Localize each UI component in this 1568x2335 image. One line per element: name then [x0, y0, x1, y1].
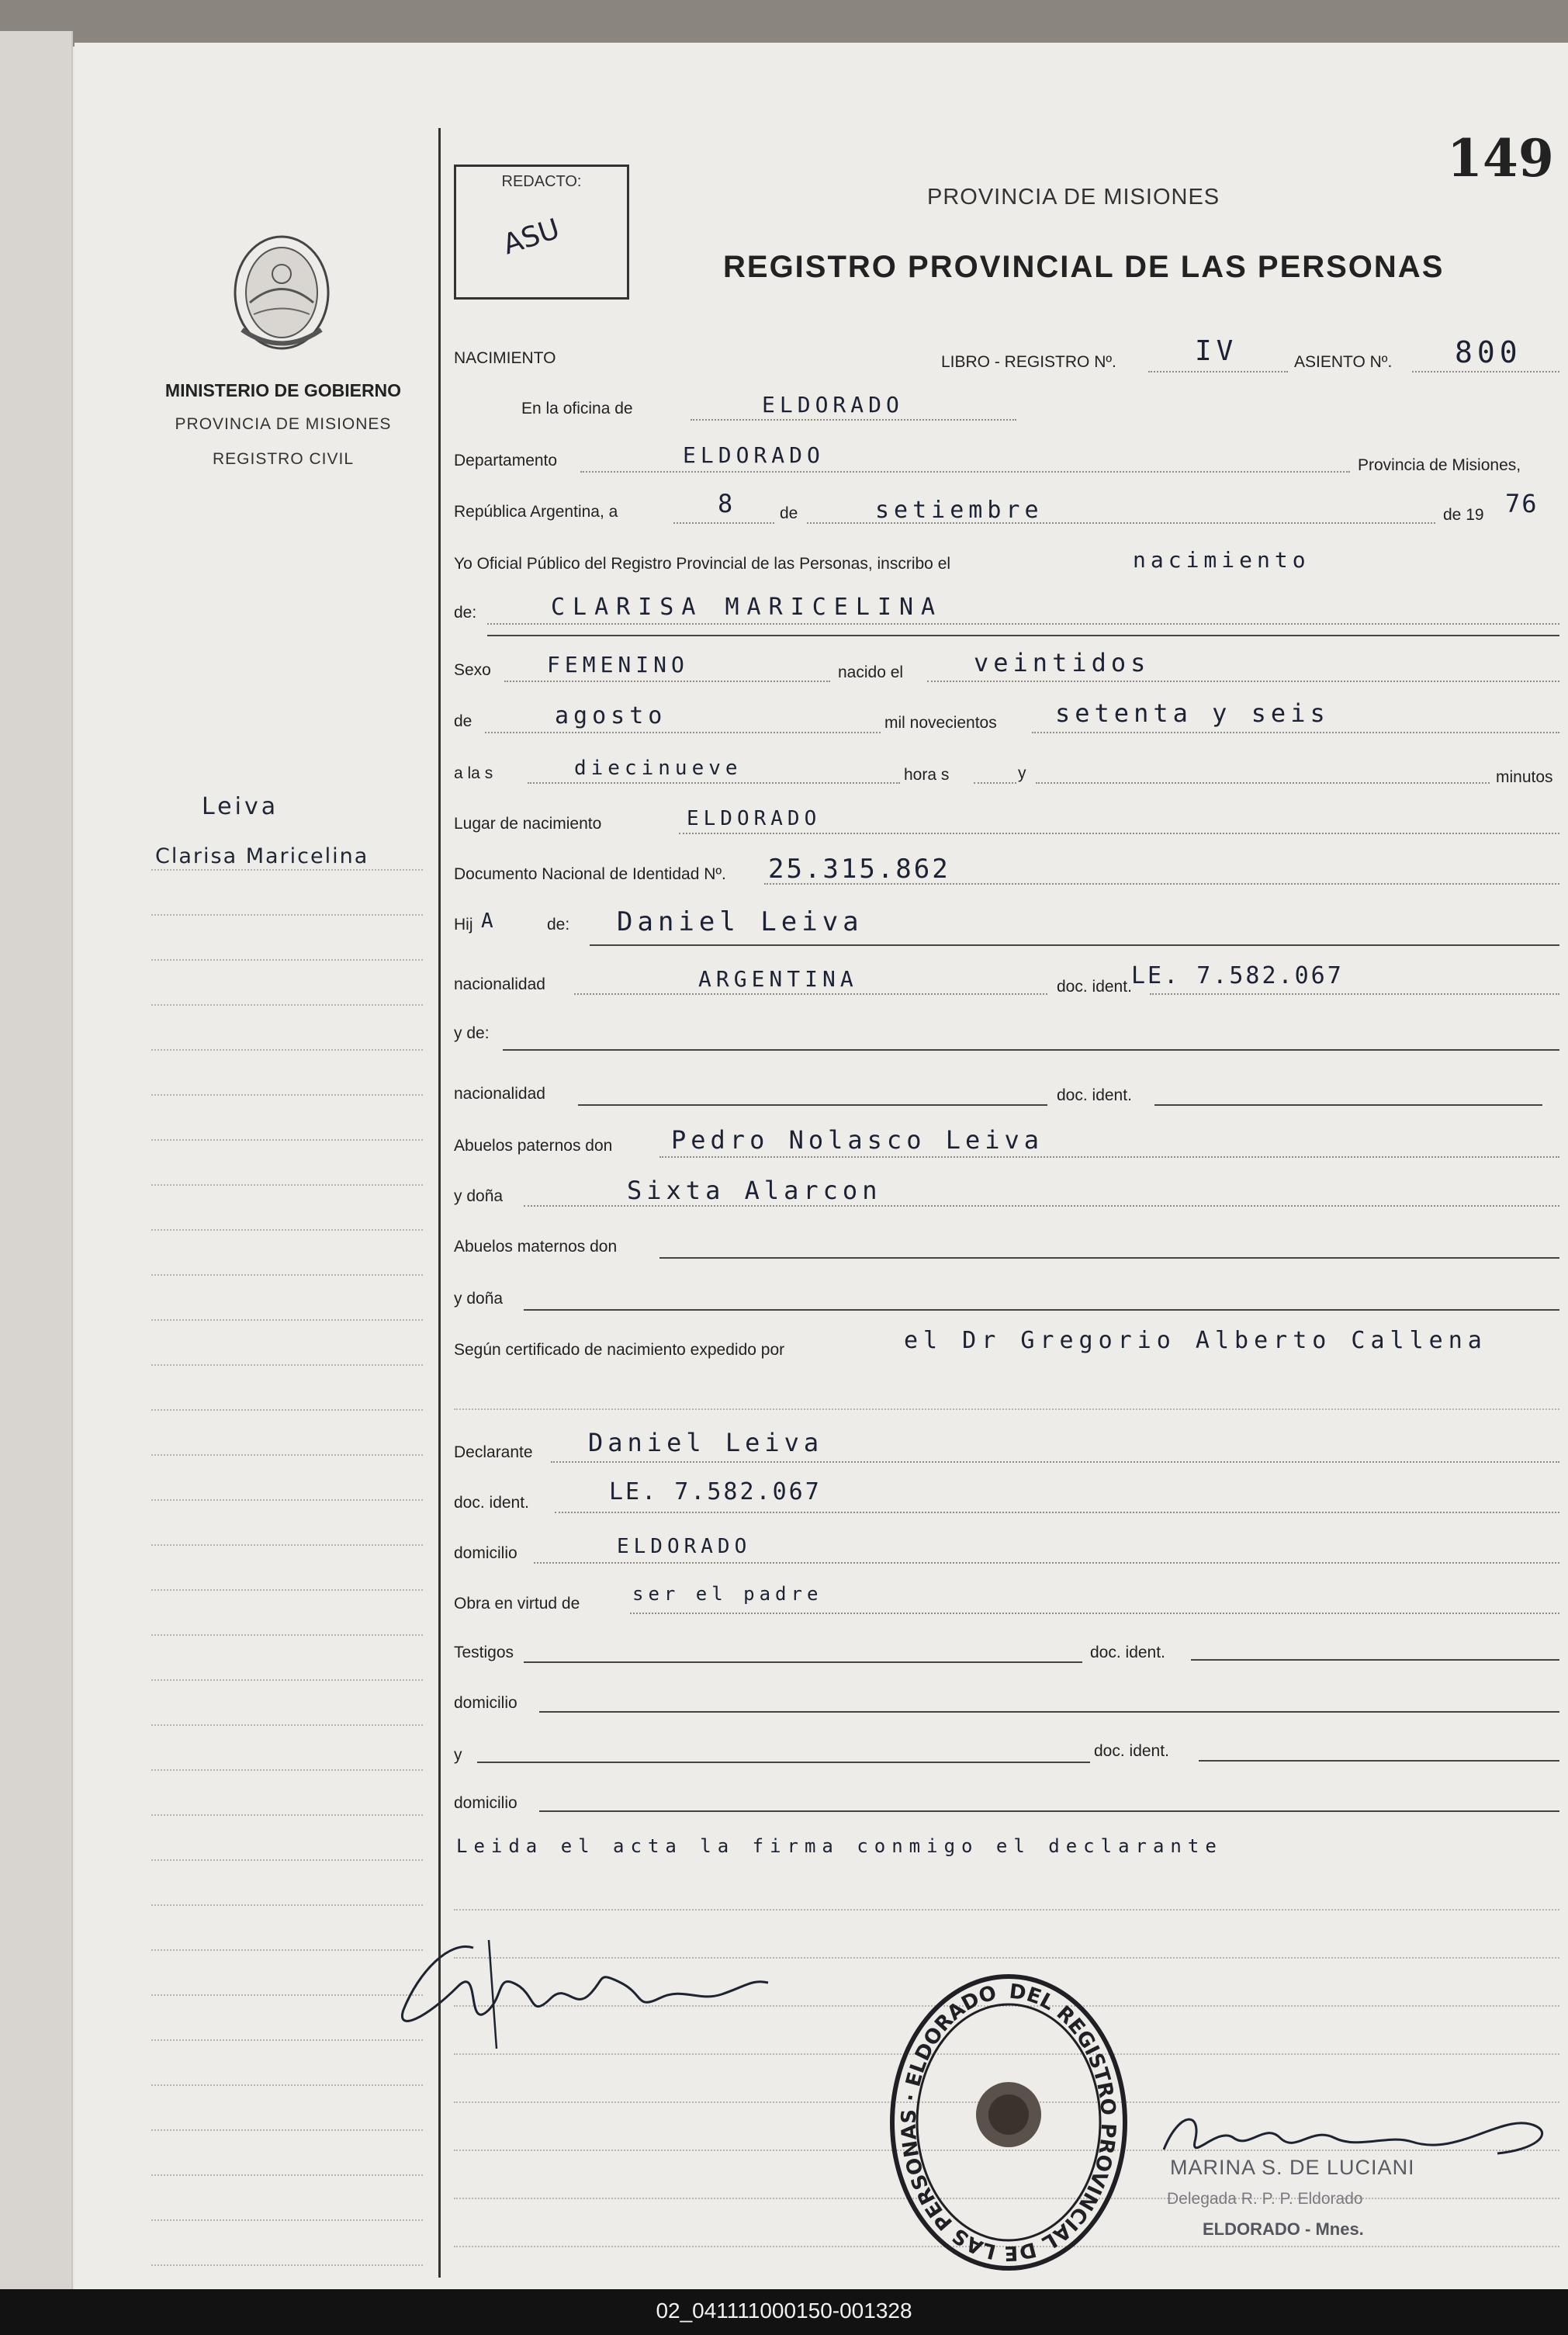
horas-line — [974, 782, 1016, 784]
domicilio2-label: domicilio — [454, 1694, 517, 1712]
de-label: de — [780, 504, 798, 522]
ministry-civil-registry: REGISTRO CIVIL — [212, 450, 355, 468]
nac-label: nacionalidad — [454, 975, 545, 993]
abpat-label: Abuelos paternos don — [454, 1137, 613, 1155]
delegate-role: Delegada R. P. P. Eldorado — [1167, 2190, 1363, 2208]
lugar-value: ELDORADO — [687, 807, 822, 830]
margin-ruled-line — [151, 1634, 423, 1636]
libro-label: LIBRO - REGISTRO Nº. — [941, 353, 1116, 371]
delegate-name: MARINA S. DE LUCIANI — [1170, 2156, 1415, 2179]
abpat-value: Pedro Nolasco Leiva — [671, 1125, 1044, 1155]
oficina-label: En la oficina de — [521, 400, 633, 417]
departamento-line — [580, 471, 1350, 473]
alas-value: diecinueve — [574, 757, 742, 780]
delegate-location: ELDORADO - Mnes. — [1203, 2219, 1364, 2239]
abpat-line — [659, 1156, 1559, 1158]
segun-extra-line — [454, 1408, 1559, 1410]
margin-ruled-line — [151, 1544, 423, 1546]
segun-label: Según certificado de nacimiento expedido por — [454, 1341, 785, 1359]
redacto-label: REDACTO: — [501, 173, 582, 190]
sexo-line — [504, 681, 830, 682]
day-value: 8 — [718, 489, 738, 518]
body-ruled-line — [454, 1909, 1559, 1911]
declarante-value: Daniel Leiva — [588, 1428, 824, 1457]
margin-ruled-line — [151, 1049, 423, 1051]
margin-ruled-line — [151, 869, 423, 871]
margin-ruled-line — [151, 1859, 423, 1861]
binding-strip — [0, 31, 73, 2289]
y-label: y — [1018, 764, 1026, 782]
testigos-label: Testigos — [454, 1644, 514, 1661]
nacimiento-label: NACIMIENTO — [454, 349, 556, 367]
madre-line — [503, 1049, 1559, 1051]
declarante-line — [551, 1461, 1559, 1463]
mil-label: mil novecientos — [884, 714, 997, 732]
y2-label: y — [454, 1746, 462, 1764]
image-identifier: 02_041111000150-001328 — [656, 2299, 912, 2323]
nacido-value: veintidos — [974, 648, 1151, 677]
ministry-name: MINISTERIO DE GOBIERNO — [164, 380, 402, 400]
docident3-line — [555, 1512, 1559, 1513]
docident2-line — [1154, 1104, 1542, 1106]
nacido-line — [927, 681, 1559, 682]
margin-ruled-line — [151, 1409, 423, 1411]
docident4-line — [1191, 1659, 1559, 1661]
year-label: de 19 — [1443, 506, 1484, 524]
margin-ruled-line — [151, 1769, 423, 1771]
obra-label: Obra en virtud de — [454, 1595, 580, 1613]
nac2-line — [578, 1104, 1047, 1106]
ydona-value: Sixta Alarcon — [627, 1176, 882, 1205]
page-number: 149 — [1447, 128, 1554, 189]
day-line — [673, 522, 774, 524]
margin-ruled-line — [151, 914, 423, 916]
padre-line — [590, 944, 1559, 946]
margin-ruled-line — [151, 2129, 423, 2131]
docident5-label: doc. ident. — [1094, 1742, 1169, 1760]
segun-value: el Dr Gregorio Alberto Callena — [904, 1327, 1487, 1354]
asiento-line — [1412, 371, 1559, 372]
margin-ruled-line — [151, 2084, 423, 2086]
margin-ruled-line — [151, 1994, 423, 1996]
ydona2-label: y doña — [454, 1290, 504, 1308]
ydona-label: y doña — [454, 1187, 504, 1205]
hij-value: A — [481, 909, 498, 933]
delegate-stamp — [1133, 2095, 1567, 2250]
name-line-solid — [487, 635, 1559, 636]
official-seal — [884, 1967, 1133, 2278]
horas-label: hora s — [904, 766, 950, 784]
y2-line — [477, 1762, 1090, 1763]
margin-surname: Leiva — [202, 793, 279, 820]
minutos-line — [1036, 782, 1490, 784]
minutos-label: minutos — [1496, 768, 1553, 786]
sexo-value: FEMENINO — [547, 652, 689, 677]
lugar-label: Lugar de nacimiento — [454, 815, 602, 833]
nac-value: ARGENTINA — [698, 966, 858, 992]
margin-ruled-line — [151, 1004, 423, 1006]
libro-line — [1148, 371, 1288, 372]
domicilio3-line — [539, 1810, 1559, 1812]
domicilio2-line — [539, 1711, 1559, 1713]
docident-label: doc. ident. — [1057, 978, 1132, 996]
declarant-signature — [388, 1924, 776, 2064]
de3-label: de — [454, 712, 472, 730]
margin-ruled-line — [151, 1229, 423, 1231]
docident4-label: doc. ident. — [1090, 1644, 1165, 1661]
obra-line — [630, 1613, 1559, 1614]
header-registry: REGISTRO PROVINCIAL DE LAS PERSONAS — [723, 250, 1445, 284]
margin-ruled-line — [151, 1724, 423, 1726]
domicilio-line — [534, 1562, 1559, 1564]
margin-ruled-line — [151, 1454, 423, 1456]
alas-label: a la s — [454, 764, 493, 782]
oficina-line — [691, 419, 1016, 421]
departamento-value: ELDORADO — [683, 442, 825, 468]
margin-ruled-line — [151, 1094, 423, 1096]
margin-ruled-line — [151, 1364, 423, 1366]
redacto-box — [454, 165, 629, 300]
declarante-label: Declarante — [454, 1443, 533, 1461]
libro-value: IV — [1195, 335, 1238, 367]
abmat-line — [659, 1257, 1559, 1259]
domicilio3-label: domicilio — [454, 1794, 517, 1812]
lugar-line — [679, 833, 1559, 834]
top-edge — [0, 0, 1568, 47]
ministry-province: PROVINCIA DE MISIONES — [175, 415, 392, 433]
year-value: 76 — [1505, 489, 1539, 518]
docident-value: LE. 7.582.067 — [1131, 962, 1344, 989]
margin-ruled-line — [151, 959, 423, 961]
docident2-label: doc. ident. — [1057, 1086, 1132, 1104]
name-value: CLARISA MARICELINA — [551, 594, 943, 621]
province-emblem-icon — [227, 229, 337, 357]
month2-line — [485, 732, 881, 733]
nac-line — [574, 993, 1047, 995]
testigos-line — [524, 1661, 1082, 1663]
redacto-initials: ASU — [499, 213, 564, 262]
republica-label: República Argentina, a — [454, 503, 618, 521]
margin-ruled-line — [151, 1139, 423, 1141]
ydona-line — [524, 1205, 1559, 1207]
leida-note: Leida el acta la firma conmigo el declarante — [456, 1835, 1223, 1857]
margin-ruled-line — [151, 2039, 423, 2041]
alas-line — [528, 782, 900, 784]
margin-ruled-line — [151, 2264, 423, 2266]
docident-line — [1150, 993, 1559, 995]
oficial-text: Yo Oficial Público del Registro Provincial de las Personas, inscribo el — [454, 555, 951, 573]
sexo-label: Sexo — [454, 661, 491, 679]
margin-ruled-line — [151, 1274, 423, 1276]
domicilio-label: domicilio — [454, 1544, 517, 1562]
nacido-label: nacido el — [838, 663, 904, 681]
docident3-value: LE. 7.582.067 — [609, 1478, 822, 1505]
dni-label: Documento Nacional de Identidad Nº. — [454, 865, 726, 883]
domicilio-value: ELDORADO — [617, 1535, 752, 1558]
header-province: PROVINCIA DE MISIONES — [927, 185, 1220, 210]
docident5-line — [1199, 1760, 1559, 1762]
yde-label: y de: — [454, 1024, 490, 1042]
asiento-value: 800 — [1455, 335, 1522, 369]
margin-ruled-line — [151, 1904, 423, 1906]
hij-label: Hij — [454, 916, 473, 934]
margin-given-names: Clarisa Maricelina — [155, 844, 369, 868]
margin-ruled-line — [151, 1499, 423, 1501]
margin-ruled-line — [151, 1184, 423, 1186]
abmat-label: Abuelos maternos don — [454, 1238, 618, 1256]
margin-ruled-line — [151, 1949, 423, 1951]
oficina-value: ELDORADO — [762, 392, 904, 417]
margin-ruled-line — [151, 1814, 423, 1816]
mil-line — [1032, 732, 1559, 733]
margin-ruled-line — [151, 1679, 423, 1681]
margin-ruled-line — [151, 1589, 423, 1591]
month2-value: agosto — [555, 702, 667, 729]
name-line-dotted — [487, 623, 1559, 625]
delegate-signature — [1133, 2095, 1567, 2165]
departamento-label: Departamento — [454, 452, 558, 469]
de2-label: de: — [454, 604, 477, 622]
provincia-suffix: Provincia de Misiones, — [1358, 456, 1521, 474]
docident3-label: doc. ident. — [454, 1494, 529, 1512]
margin-ruled-line — [151, 2219, 423, 2221]
margin-ruled-line — [151, 2174, 423, 2176]
hijde-label: de: — [547, 916, 570, 934]
month-value: setiembre — [875, 497, 1044, 524]
asiento-label: ASIENTO Nº. — [1294, 353, 1393, 371]
margin-ruled-line — [151, 1319, 423, 1321]
dni-value: 25.315.862 — [768, 854, 950, 885]
seal-text: DEL REGISTRO PROVINCIAL DE LAS PERSONAS · ELDORADO — [897, 1980, 1120, 2265]
nac2-label: nacionalidad — [454, 1085, 545, 1103]
inscribo-value: nacimiento — [1133, 547, 1310, 573]
obra-value: ser el padre — [632, 1583, 823, 1605]
padre-value: Daniel Leiva — [617, 906, 864, 937]
mil-value: setenta y seis — [1055, 698, 1330, 728]
ydona2-line — [524, 1309, 1559, 1311]
